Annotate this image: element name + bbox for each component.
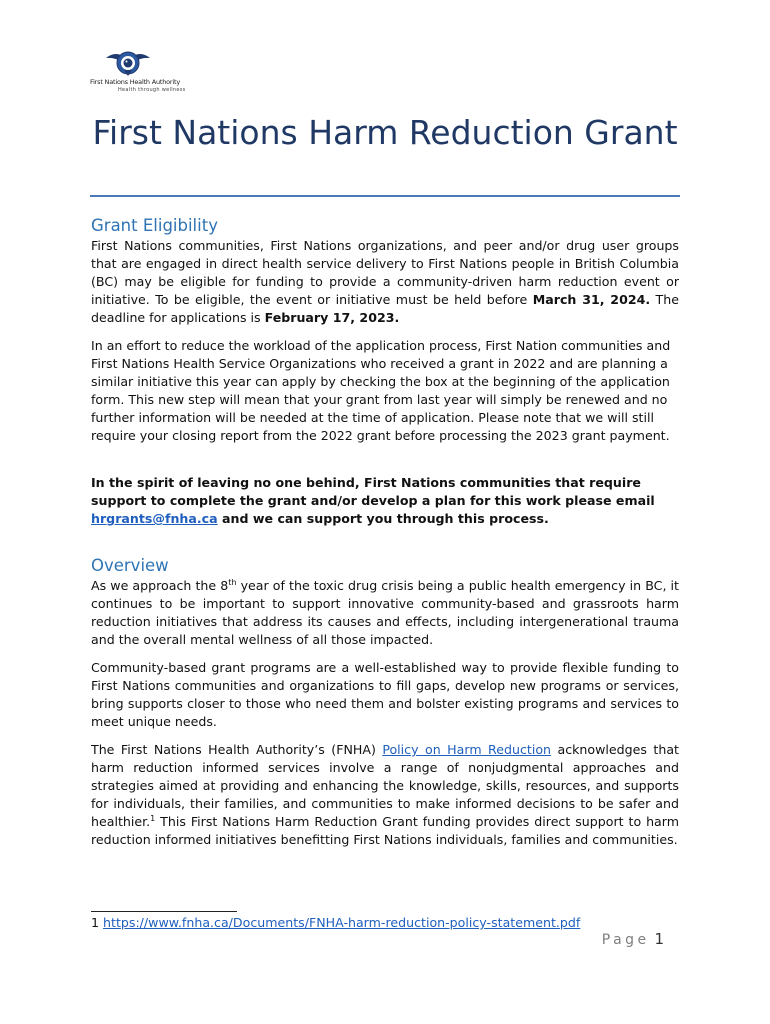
logo-tagline: Health through wellness	[118, 87, 186, 93]
overview-paragraph-3	[91, 741, 679, 850]
footnote-number: 1	[91, 915, 100, 930]
overview-p1-text: As we approach the 8	[91, 578, 229, 593]
eagle-emblem-icon	[104, 48, 152, 78]
overview-p3-text: The First Nations Health Authority’s (FNHA)	[91, 742, 383, 757]
overview-paragraph-1	[91, 577, 679, 649]
footnote	[91, 914, 580, 932]
document-title: First Nations Harm Reduction Grant	[92, 113, 678, 152]
footnote-url-link[interactable]: https://www.fnha.ca/Documents/FNHA-harm-reduction-policy-statement.pdf	[103, 915, 581, 930]
logo-organization-name: First Nations Health Authority	[90, 78, 180, 86]
eligibility-paragraph-2: In an effort to reduce the workload of the application process, First Nation communities and First Nations Health Service Organizations who received a grant in 2022 and are planning a similar initiative this year can apply by checking the box at the beginning of the application form. This new step will mean that your grant from last year will simply be renewed and no further information will be needed at the time of application. Please note that we will still require your closing report from the 2022 grant before processing the 2023 grant payment.	[91, 338, 671, 444]
ordinal-suffix: th	[228, 577, 237, 587]
overview-heading: Overview	[91, 556, 169, 575]
page-number-value: 1	[654, 930, 664, 948]
footnote-separator	[91, 911, 237, 912]
support-text: In the spirit of leaving no one behind, First Nations communities that require support to complete the grant and/or develop a plan for this work please email	[91, 475, 655, 509]
eligibility-p1-text: First Nations communities, First Nations organizations, and peer and/or drug user groups that are engaged in direct health service delivery to First Nations people in British Columbia (BC) may be eligible for funding to provide a community-driven harm reduction event or initiative. To be eligible, the event or initiative must be held before	[91, 238, 679, 308]
page-number	[602, 930, 664, 948]
overview-p3-text-3: This First Nations Harm Reduction Grant funding provides direct support to harm reduction informed initiatives benefitting First Nations individuals, families and communities.	[91, 814, 679, 848]
overview-paragraph-2: Community-based grant programs are a well-established way to provide flexible funding to First Nations communities and organizations to fill gaps, develop new programs or services, bring supports closer to those who need them and bolster existing programs and services to meet unique needs.	[91, 660, 679, 730]
email-link[interactable]: hrgrants@fnha.ca	[91, 511, 218, 527]
eligibility-event-deadline: March 31, 2024.	[532, 292, 651, 308]
eligibility-p1-text-2: The deadline for applications is	[91, 292, 679, 326]
eligibility-application-deadline: February 17, 2023.	[264, 310, 400, 326]
overview-p1-text-2: year of the toxic drug crisis being a public health emergency in BC, it continues to be important to support innovative community-based and grassroots harm reduction initiatives that address its causes and effects, including intergenerational trauma and the overall mental wellness of all those impacted.	[91, 578, 679, 648]
support-text-2: and we can support you through this process.	[217, 511, 549, 527]
policy-link[interactable]: Policy on Harm Reduction	[382, 742, 552, 757]
eligibility-paragraph-1	[91, 237, 679, 327]
title-underline	[90, 195, 680, 197]
footnote-reference[interactable]: 1	[150, 814, 156, 824]
eligibility-paragraph-3	[91, 474, 679, 528]
fnha-logo	[88, 48, 188, 100]
eligibility-heading: Grant Eligibility	[91, 216, 218, 235]
page-label: Page	[601, 932, 650, 948]
overview-p3-text-2: acknowledges that harm reduction informed services involve a range of nonjudgmental approaches and strategies aimed at providing and enhancing the knowledge, skills, resources, and supports for individuals, their families, and communities to make informed decisions to be safer and healthier.	[91, 742, 679, 830]
